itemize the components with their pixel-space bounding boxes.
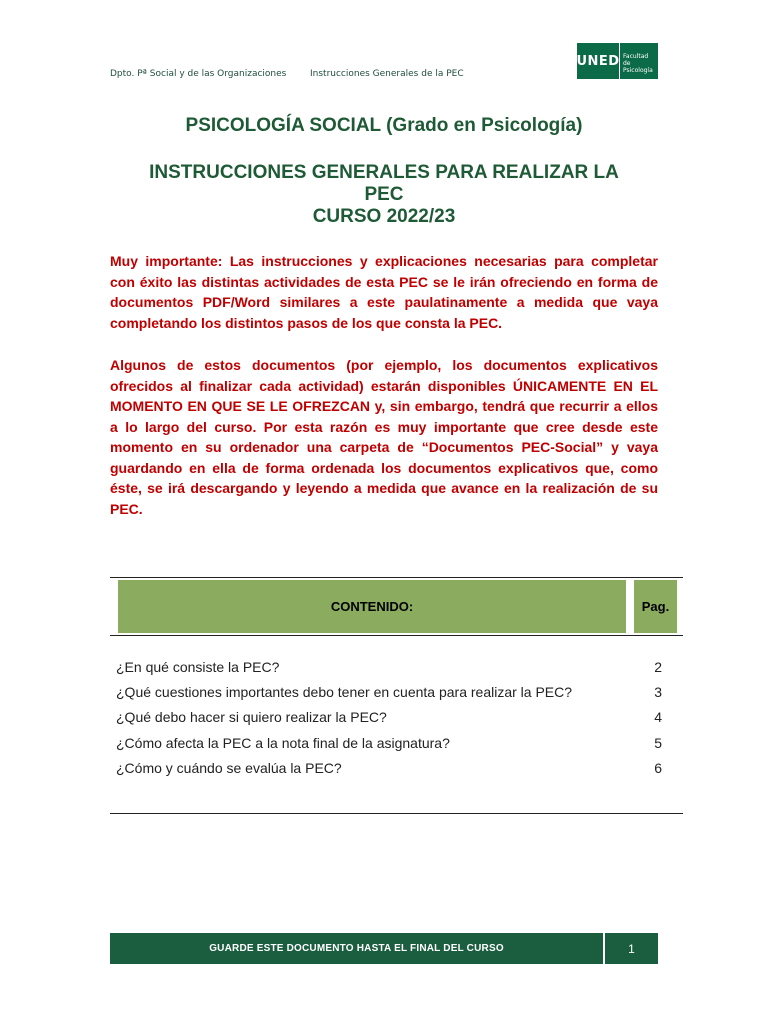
toc-header-page: Pag.	[634, 580, 677, 633]
toc-list	[116, 659, 662, 785]
logo-faculty-line1: Facultad	[623, 53, 649, 60]
toc-item-label: ¿En qué consiste la PEC?	[116, 659, 280, 675]
uned-logo	[577, 43, 658, 79]
document-title-line2: PEC	[364, 184, 404, 205]
toc-item-page: 4	[654, 709, 662, 726]
toc-top-rule	[110, 577, 683, 578]
toc-item[interactable]	[116, 684, 662, 709]
toc-item-page: 2	[654, 659, 662, 675]
toc-bottom-rule	[110, 813, 683, 814]
toc-item-page: 5	[654, 734, 662, 751]
toc-item[interactable]	[116, 735, 662, 760]
document-title-line1: INSTRUCCIONES GENERALES PARA REALIZAR LA	[149, 162, 619, 183]
toc-item-page: 6	[654, 759, 662, 776]
document-title	[110, 162, 658, 228]
logo-brand: UNED	[577, 43, 620, 79]
toc-item-label: ¿Cómo y cuándo se evalúa la PEC?	[116, 759, 342, 776]
header-department: Dpto. Pª Social y de las Organizaciones	[110, 69, 287, 79]
course-year: CURSO 2022/23	[312, 206, 456, 227]
logo-faculty-line2: de Psicología	[623, 60, 653, 74]
toc-item[interactable]	[116, 659, 662, 684]
toc-header-content: CONTENIDO:	[118, 580, 626, 633]
documents-notice-paragraph: Algunos de estos documentos (por ejemplo, los documentos explicativos ofrecidos al finalizar cada actividad) estarán disponibles ÚNICAMENTE EN EL MOMENTO EN QUE SE LE OFREZCAN y, sin embargo, tendrá que recurrir a ellos a lo largo del curso. Por esta razón es muy importante que cree desde este momento en su ordenador una carpeta de “Documentos PEC-Social” y vaya guardando en ella de forma ordenada los documentos explicativos que, como éste, se irá descargando y leyendo a medida que avance en la realización de su PEC.	[110, 357, 658, 517]
important-notice-paragraph: Muy importante: Las instrucciones y explicaciones necesarias para completar con éxito las distintas actividades de esta PEC se le irán ofreciendo en forma de documentos PDF/Word similares a este paulatinamente a medida que vaya completando los distintos pasos de los que consta la PEC.	[110, 253, 658, 331]
toc-item-label: ¿Qué cuestiones importantes debo tener en cuenta para realizar la PEC?	[116, 684, 573, 701]
toc-header-rule	[110, 635, 683, 636]
toc-item-label: ¿Cómo afecta la PEC a la nota final de la asignatura?	[116, 734, 450, 751]
footer-notice: GUARDE ESTE DOCUMENTO HASTA EL FINAL DEL CURSO	[110, 933, 603, 964]
course-title: PSICOLOGÍA SOCIAL (Grado en Psicología)	[185, 115, 583, 136]
logo-faculty	[620, 43, 658, 79]
toc-item[interactable]	[116, 760, 662, 785]
toc-item[interactable]	[116, 709, 662, 734]
toc-item-label: ¿Qué debo hacer si quiero realizar la PEC?	[116, 709, 387, 726]
header-doc-title: Instrucciones Generales de la PEC	[310, 69, 464, 79]
footer-page-number: 1	[605, 933, 658, 964]
toc-item-page: 3	[654, 684, 662, 701]
